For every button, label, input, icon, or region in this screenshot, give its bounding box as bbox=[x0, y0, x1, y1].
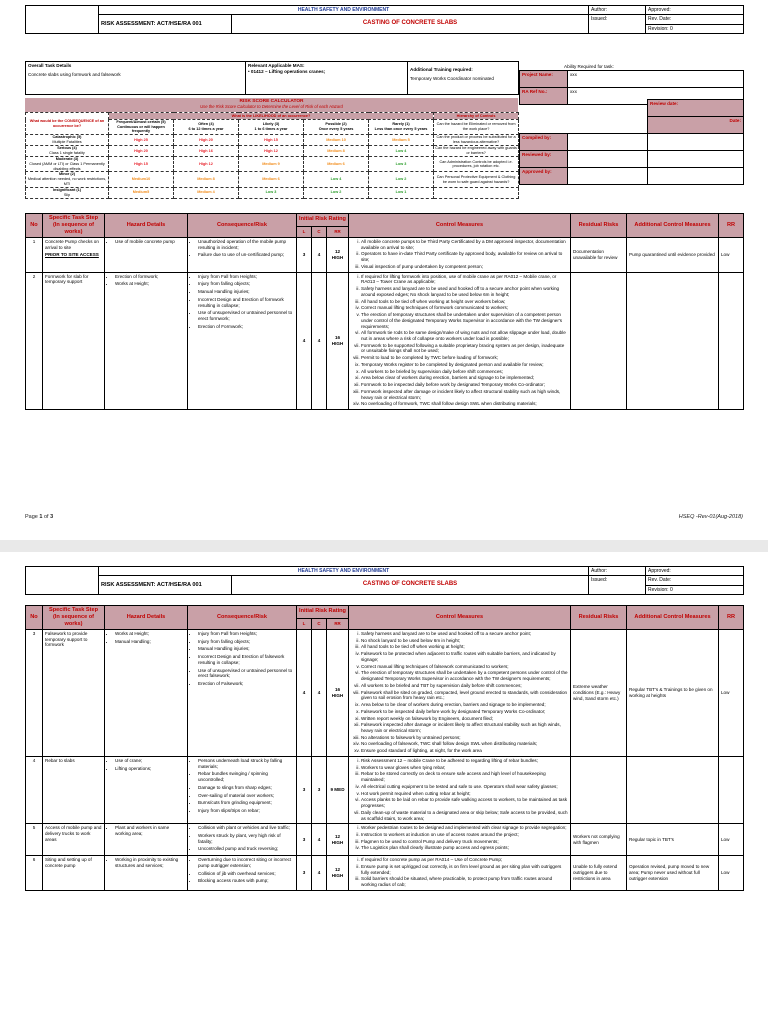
control-measures bbox=[349, 237, 571, 272]
overall-task-label: Overall Task Details bbox=[28, 63, 72, 68]
calculator-row bbox=[26, 157, 519, 172]
col-additional: Additional Control Measures bbox=[627, 606, 719, 630]
control-item: ii. Operators to have in-date Third Party certificate by approved body, available for review on arrival to site; bbox=[361, 251, 568, 262]
control-item: vi. All formwork tie rods to be same design/make of wing nuts and not allow slippage under load, double nut in areas where a risk of collapse onto workers under load is possible; bbox=[361, 330, 568, 341]
risk-score-cell: Medium 6 bbox=[304, 157, 369, 172]
overall-task-value: Concrete slabs using formwork and falsework bbox=[28, 71, 121, 77]
risk-score-cell: High 20 bbox=[109, 146, 174, 157]
hierarchy-item: Can the product or process be substituted for a less hazardous alternative? bbox=[434, 135, 519, 146]
rev-date-label: Rev. Date: bbox=[646, 576, 744, 585]
consequence-item: • Injury from Fall from Heights; bbox=[198, 631, 294, 637]
row-number: 3 bbox=[26, 629, 43, 756]
risk-score-cell: High 16 bbox=[174, 146, 239, 157]
row-number: 4 bbox=[26, 756, 43, 823]
risk-score-cell: Medium 10 bbox=[304, 135, 369, 146]
risk-score-cell: Low 3 bbox=[239, 187, 304, 198]
department-title: HEALTH SAFETY AND ENVIRONMENT bbox=[99, 6, 589, 15]
risk-row bbox=[26, 756, 744, 823]
risk-table-page-1 bbox=[25, 213, 744, 410]
control-item: ii. Instruction to workers at induction on use of access routes around the project; bbox=[361, 832, 568, 838]
consequence-list bbox=[188, 629, 297, 756]
likelihood-prompt: What is the LIKELIHOOD of an occurrence? bbox=[109, 113, 434, 120]
risk-score-cell: High 12 bbox=[239, 146, 304, 157]
consequence-item: • Injury from slips/trips on rebar; bbox=[198, 808, 294, 814]
hazard-details bbox=[105, 272, 188, 409]
row-number: 2 bbox=[26, 272, 43, 409]
control-item: iii. Visual inspection of pump undertaken by competent person; bbox=[361, 264, 568, 270]
risk-rating: 12 HIGH bbox=[327, 856, 349, 891]
ability-label: Ability Required for task: bbox=[564, 64, 614, 69]
page-gap bbox=[0, 540, 768, 552]
overview-table bbox=[25, 61, 519, 95]
compiled-label: Compiled by: bbox=[520, 134, 568, 151]
risk-score-cell: Medium 8 bbox=[174, 172, 239, 187]
document-header bbox=[25, 5, 744, 34]
hazard-item: • Plant and workers in same working area; bbox=[115, 825, 185, 836]
consequence-item: • Incorrect Design and Erection of falsework resulting in collapse; bbox=[198, 654, 294, 665]
consequence-item: • Burns/cuts from grinding equipment; bbox=[198, 800, 294, 806]
hierarchy-item: Can the hazard be Eliminated or removed from the work place? bbox=[434, 120, 519, 135]
consequence-score: 4 bbox=[312, 629, 327, 756]
row-number: 1 bbox=[26, 237, 43, 272]
calculator-subtitle: Use the Risk Score Calculator to Determine the Level of Risk of each Hazard bbox=[200, 104, 343, 109]
likelihood-3: Likely (3) 1 to 6 times a year bbox=[239, 120, 304, 135]
consequence-list bbox=[188, 756, 297, 823]
control-item: xiii. No alterations to falsework by untrained persons; bbox=[361, 735, 568, 741]
consequence-item: • Over-sailing of material over workers; bbox=[198, 793, 294, 799]
control-item: xi. Area below clear of workers during erection, barriers and signage to be implemented; bbox=[361, 375, 568, 381]
consequence-item: • Injury from falling objects; bbox=[198, 281, 294, 287]
col-initial-rating: Initial Risk Rating bbox=[297, 606, 349, 619]
additional-controls bbox=[627, 756, 719, 823]
consequence-level: Insignificant (1) Slip bbox=[26, 187, 109, 198]
likelihood-5: Frequent/Almost certain (5) Continuous or will happen frequently bbox=[109, 120, 174, 135]
risk-table-page-2 bbox=[25, 605, 744, 891]
risk-score-cell: Low 2 bbox=[369, 172, 434, 187]
page-number: Page 1 of 3 bbox=[25, 514, 54, 520]
control-item: ii. Ensure pump is set up/rigged out correctly, is on firm level ground as per siting plan with outriggers fully extended; bbox=[361, 864, 568, 875]
risk-score-cell: Medium10 bbox=[109, 172, 174, 187]
risk-score-cell: Low 4 bbox=[304, 172, 369, 187]
control-item: iii. Solid barriers should be situated, where practicable, to protect pump from traffic routes around working radius of cab; bbox=[361, 876, 568, 887]
residual-rating bbox=[719, 756, 744, 823]
calculator-row bbox=[26, 146, 519, 157]
hierarchy-item: Can Personal Protective Equipment & Clothing be worn to safe guard against hazards? bbox=[434, 172, 519, 187]
control-item: vii. Formwork to be supported following a suitable proprietary bracing system as per design, inadequate or unsuitable fixings shall not be used; bbox=[361, 343, 568, 354]
risk-row bbox=[26, 272, 744, 409]
mas-label: Relevant Applicable MAS: bbox=[248, 63, 305, 68]
control-item: v. Hot work permit required when cutting rebar at height; bbox=[361, 791, 568, 797]
risk-score-cell: Low 4 bbox=[369, 146, 434, 157]
residual-risk: Workers not complying with flagmen bbox=[571, 824, 627, 856]
consequence-level: Minor (2) Medical attention needed, no work restrictions, MTI bbox=[26, 172, 109, 187]
control-item: xiv. No overloading of falsework, TWC shall follow design SWL when distributing materials; bbox=[361, 741, 568, 747]
issued-label: Issued: bbox=[589, 15, 646, 34]
control-item: i. Safety harness and lanyard are to be used and hooked off to a secure anchor point; bbox=[361, 631, 568, 637]
residual-rating: Low bbox=[719, 856, 744, 891]
consequence-list bbox=[188, 272, 297, 409]
additional-controls bbox=[627, 272, 719, 409]
project-name-label: Project Name: bbox=[520, 71, 568, 88]
risk-score-cell: Medium 5 bbox=[369, 135, 434, 146]
hazard-item: • Erection of formwork; bbox=[115, 274, 185, 280]
col-rr2: RR bbox=[719, 214, 744, 238]
consequence-item: • Incorrect Design and Erection of formwork resulting in collapse; bbox=[198, 297, 294, 308]
approved-by-label: Approved by: bbox=[520, 168, 568, 185]
control-item: ii. Safety harness and lanyard are to be used and hooked off to a secure anchor point when working around exposed edges; No shock lanyard to be used below 6m in height; bbox=[361, 286, 568, 297]
control-item: xiii. Formwork inspected after damage or incident likely to affect structural stability such as high winds, heavy rain or electrical storm; bbox=[361, 389, 568, 400]
task-step: Falsework to provide temporary support to formwork bbox=[43, 629, 105, 756]
control-item: viii. Permit to load to be completed by TWC before loading of formwork; bbox=[361, 355, 568, 361]
department-title: HEALTH SAFETY AND ENVIRONMENT bbox=[99, 567, 589, 576]
col-no: No bbox=[26, 606, 43, 630]
risk-score-cell: High 15 bbox=[239, 135, 304, 146]
hazard-item: • Use of mobile concrete pump bbox=[115, 239, 185, 245]
additional-controls: Pump quarantined until evidence provided bbox=[627, 237, 719, 272]
consequence-list bbox=[188, 856, 297, 891]
consequence-level: Catastrophic (5) Multiple Fatalities bbox=[26, 135, 109, 146]
control-item: xii. Falsework inspected after damage or incident likely to affect structural stability such as high winds, heavy rain or electrical storm; bbox=[361, 722, 568, 733]
document-header-2 bbox=[25, 566, 744, 595]
likelihood-4: Often (4) 6 to 12 times a year bbox=[174, 120, 239, 135]
consequence-item: • Uncontrolled pump and truck reversing; bbox=[198, 846, 294, 852]
likelihood-score: 3 bbox=[297, 237, 312, 272]
residual-rating: Low bbox=[719, 629, 744, 756]
ra-number: RISK ASSESSMENT: ACT/HSE/RA 001 bbox=[99, 576, 232, 595]
row-number: 5 bbox=[26, 824, 43, 856]
hazard-item: • Working in proximity to existing structures and services; bbox=[115, 857, 185, 868]
likelihood-2: Possible (2) Once every 5 years bbox=[304, 120, 369, 135]
col-controls: Control Measures bbox=[349, 606, 571, 630]
form-reference: HSEQ -Rev-01(Aug-2018) bbox=[678, 514, 743, 520]
control-item: iv. Correct manual lifting techniques of formwork communicated to workers; bbox=[361, 305, 568, 311]
consequence-item: • Damage to slings from sharp edges; bbox=[198, 785, 294, 791]
consequence-item: • Overturning due to incorrect siting or incorrect pump outrigger extension; bbox=[198, 857, 294, 868]
consequence-item: • Rebar bundles swinging / spinning uncontrolled; bbox=[198, 771, 294, 782]
col-rr2: RR bbox=[719, 606, 744, 630]
consequence-item: • Workers struck by plant, very high risk of fatality; bbox=[198, 833, 294, 844]
residual-rating: Low bbox=[719, 824, 744, 856]
risk-score-cell: Medium 4 bbox=[174, 187, 239, 198]
consequence-item: • Unauthorized operation of the mobile pump resulting in incident; bbox=[198, 239, 294, 250]
consequence-item: • Use of unsupervised or untrained personnel to erect falsework; bbox=[198, 668, 294, 679]
risk-score-cell: Low 2 bbox=[304, 187, 369, 198]
consequence-item: • Use of unsupervised or untrained personnel to erect formwork; bbox=[198, 310, 294, 321]
consequence-item: • Manual Handling injuries; bbox=[198, 646, 294, 652]
logo-cell bbox=[26, 6, 99, 34]
risk-score-cell: High 12 bbox=[174, 157, 239, 172]
col-consequence: Consequence/Risk bbox=[188, 606, 297, 630]
training-value: Temporary Works Coordinator nominated bbox=[410, 75, 494, 81]
consequence-score: 4 bbox=[312, 824, 327, 856]
hazard-details bbox=[105, 856, 188, 891]
consequence-item: • Injury from falling objects; bbox=[198, 639, 294, 645]
consequence-score: 4 bbox=[312, 272, 327, 409]
task-step: Concrete Pump checks on arrival to site PRIOR TO SITE ACCESS bbox=[43, 237, 105, 272]
control-item: i. Worker pedestrian routes to be designed and implemented with clear signage to provide segregation; bbox=[361, 825, 568, 831]
col-c: C bbox=[312, 618, 327, 629]
additional-controls: Operation revised, pump moved to new area; Pump never used without full outrigger extension bbox=[627, 856, 719, 891]
mas-value: • 01412 – Lifting operations cranes; bbox=[248, 68, 326, 74]
control-item: ix. Temporary Works register to be completed by designated person and available for review; bbox=[361, 362, 568, 368]
likelihood-score: 4 bbox=[297, 629, 312, 756]
control-item: xiv. No overloading of formwork, TWC shall follow design SWL when distributing materials; bbox=[361, 401, 568, 407]
risk-score-cell: High 15 bbox=[109, 157, 174, 172]
control-item: v. The erection of temporary structures shall be undertaken under supervision of a competent person under control of the designated Temporary Works Supervisor in accordance with the TW designer's requirements; bbox=[361, 312, 568, 329]
hazard-item: • Manual Handling; bbox=[115, 639, 185, 645]
control-measures bbox=[349, 629, 571, 756]
ra-ref-value: xxx bbox=[568, 88, 744, 105]
consequence-item: • Failure due to use of un-certificated pump; bbox=[198, 252, 294, 258]
col-rr: RR bbox=[327, 226, 349, 237]
consequence-item: • Collision of jib with overhead services; bbox=[198, 871, 294, 877]
risk-row bbox=[26, 629, 744, 756]
consequence-score: 4 bbox=[312, 856, 327, 891]
revision-label: Revision: 0 bbox=[646, 24, 744, 33]
approved-label: Approved: bbox=[646, 567, 744, 576]
control-item: vii. All workers to be briefed and TBT by supervision daily before shift commences; bbox=[361, 683, 568, 689]
consequence-level: Moderate (3) Closed (AMM or LTI) or Class 1 Permanently disabling effects bbox=[26, 157, 109, 172]
col-consequence: Consequence/Risk bbox=[188, 214, 297, 238]
hazard-details bbox=[105, 629, 188, 756]
control-item: iii. Flagmen to be used to control Pump and delivery truck movements; bbox=[361, 839, 568, 845]
control-item: v. Correct manual lifting techniques of falsework communicated to workers; bbox=[361, 664, 568, 670]
col-l: L bbox=[297, 618, 312, 629]
residual-risk: Extreme weather conditions (E.g.: Heavy wind, Sand storm etc.) bbox=[571, 629, 627, 756]
control-measures bbox=[349, 824, 571, 856]
revision-label: Revision: 0 bbox=[646, 585, 744, 594]
review-date-label: Review date: bbox=[648, 100, 744, 117]
task-step: Formwork for slab for temporary support bbox=[43, 272, 105, 409]
consequence-item: • Persons underneath load struck by falling materials; bbox=[198, 758, 294, 769]
document-title: CASTING OF CONCRETE SLABS bbox=[232, 15, 589, 34]
document-page-2 bbox=[0, 552, 768, 1024]
hazard-details bbox=[105, 756, 188, 823]
consequence-item: • Injury from Fall from Heights; bbox=[198, 274, 294, 280]
consequence-list bbox=[188, 237, 297, 272]
col-additional: Additional Control Measures bbox=[627, 214, 719, 238]
risk-rating: 16 HIGH bbox=[327, 272, 349, 409]
risk-score-cell: Medium 8 bbox=[304, 146, 369, 157]
residual-risk bbox=[571, 756, 627, 823]
consequence-score: 3 bbox=[312, 756, 327, 823]
author-label: Author: bbox=[589, 567, 646, 576]
task-step: Access of mobile pump and delivery trucks to work areas bbox=[43, 824, 105, 856]
control-item: xii. Formwork to be inspected daily before work by designated Temporary Works Co-ordinator; bbox=[361, 382, 568, 388]
control-item: i. If required for lifting formwork into position, use of mobile crane as per RA012 – Mobile crane, or RA013 – Tower Crane as applicable; bbox=[361, 274, 568, 285]
col-initial-rating: Initial Risk Rating bbox=[297, 214, 349, 227]
control-item: xi. Written report weekly on falsework by Engineers, document filed; bbox=[361, 716, 568, 722]
residual-rating: Low bbox=[719, 237, 744, 272]
hierarchy-title: Hierarchy of Controls bbox=[434, 113, 519, 120]
control-item: viii. Falsework shall be sited on graded, compacted, level ground erected to standards, with consideration given to soil erosion from heavy rain etc.; bbox=[361, 690, 568, 701]
control-item: vi. The erection of temporary structures shall be undertaken by a competent persons under control of the designated Temporary Works Supervisor in accordance with the TW designer's requirements; bbox=[361, 670, 568, 681]
consequence-item: • Erection of Falsework; bbox=[198, 681, 294, 687]
risk-score-cell: High 25 bbox=[109, 135, 174, 146]
risk-score-cell: Low 3 bbox=[369, 157, 434, 172]
calculator-row bbox=[26, 172, 519, 187]
hierarchy-spacer bbox=[434, 187, 519, 198]
col-hazard: Hazard Details bbox=[105, 606, 188, 630]
reviewed-label: Reviewed by: bbox=[520, 151, 568, 168]
residual-risk: Unable to fully extend outriggers due to restrictions in area bbox=[571, 856, 627, 891]
likelihood-score: 3 bbox=[297, 824, 312, 856]
logo-cell bbox=[26, 567, 99, 595]
consequence-item: • Manual Handling injuries; bbox=[198, 289, 294, 295]
additional-controls: Regular topic in TBT's bbox=[627, 824, 719, 856]
control-item: x. Falsework to be inspected daily before work by designated Temporary Works Co-ordinator; bbox=[361, 709, 568, 715]
residual-rating bbox=[719, 272, 744, 409]
training-label: Additional Training required: bbox=[410, 67, 473, 72]
control-measures bbox=[349, 856, 571, 891]
approved-label: Approved: bbox=[646, 6, 744, 15]
control-item: i. Risk Assessment 12 – mobile Crane to be adhered to regarding lifting of rebar bundles; bbox=[361, 758, 568, 764]
control-item: i. If required for concrete pump as per RA014 – Use of Concrete Pump; bbox=[361, 857, 568, 863]
residual-risk: Documentation unavailable for review bbox=[571, 237, 627, 272]
risk-row bbox=[26, 237, 744, 272]
risk-row bbox=[26, 856, 744, 891]
risk-score-cell: Medium 9 bbox=[239, 157, 304, 172]
hazard-item: • Works at Height; bbox=[115, 631, 185, 637]
task-note: PRIOR TO SITE ACCESS bbox=[45, 252, 99, 258]
control-item: ii. Workers to wear gloves when tying rebar; bbox=[361, 765, 568, 771]
col-controls: Control Measures bbox=[349, 214, 571, 238]
likelihood-score: 4 bbox=[297, 272, 312, 409]
likelihood-score: 3 bbox=[297, 756, 312, 823]
calculator-row bbox=[26, 135, 519, 146]
consequence-item: • Blocking access routes with pump; bbox=[198, 878, 294, 884]
consequence-prompt: What would be the CONSEQUENCE of an occurrence be? bbox=[26, 113, 109, 135]
risk-row bbox=[26, 824, 744, 856]
calculator-title: RISK SCORE CALCULATOR bbox=[239, 99, 304, 104]
risk-score-cell: High 20 bbox=[174, 135, 239, 146]
hazard-item: • Lifting operations; bbox=[115, 766, 185, 772]
control-item: iv. All electrical cutting equipment to be tested and safe to use. Operators shall wear safety glasses; bbox=[361, 784, 568, 790]
col-c: C bbox=[312, 226, 327, 237]
risk-rating: 12 HIGH bbox=[327, 824, 349, 856]
col-task: Specific Task Step (In sequence of works) bbox=[43, 214, 105, 238]
likelihood-score: 3 bbox=[297, 856, 312, 891]
hierarchy-item: Can the hazard be engineered away with guards or barriers? bbox=[435, 146, 517, 156]
consequence-item: • Erection of Formwork; bbox=[198, 324, 294, 330]
ra-number: RISK ASSESSMENT: ACT/HSE/RA 001 bbox=[99, 15, 232, 34]
col-task: Specific Task Step (In sequence of works) bbox=[43, 606, 105, 630]
control-item: iv. The Logistics plan shall clearly illustrate pump access and egress points; bbox=[361, 845, 568, 851]
col-hazard: Hazard Details bbox=[105, 214, 188, 238]
hierarchy-item: Can Administration Controls be adopted i.e. procedures, job rotation etc. bbox=[434, 157, 519, 172]
control-item: iii. Rebar to be stored correctly on deck to ensure safe access and high level of housekeeping maintained; bbox=[361, 771, 568, 782]
date-label: Date: bbox=[648, 117, 744, 134]
col-rr: RR bbox=[327, 618, 349, 629]
control-measures bbox=[349, 272, 571, 409]
task-step: Rebar to slabs bbox=[43, 756, 105, 823]
additional-controls: Regular TBT's & Trainings to be given on working at heights bbox=[627, 629, 719, 756]
risk-score-cell: Medium5 bbox=[109, 187, 174, 198]
hazard-item: • Use of crane; bbox=[115, 758, 185, 764]
col-no: No bbox=[26, 214, 43, 238]
control-item: i. All mobile concrete pumps to be Third Party Certificated by a DM approved inspector, documentation available on arrival to site; bbox=[361, 239, 568, 250]
hazard-item: • Works at Height; bbox=[115, 281, 185, 287]
risk-score-cell: Medium 6 bbox=[239, 172, 304, 187]
likelihood-1: Rarely (1) Less than once every 5 years bbox=[369, 120, 434, 135]
consequence-list bbox=[188, 824, 297, 856]
risk-score-cell: Low 1 bbox=[369, 187, 434, 198]
risk-rating: 12 HIGH bbox=[327, 237, 349, 272]
task-step: Siting and setting up of concrete pump bbox=[43, 856, 105, 891]
risk-score-calculator bbox=[25, 112, 519, 199]
risk-rating: 16 HIGH bbox=[327, 629, 349, 756]
control-item: iii. All hand tools to be tied off when working at height over workers below; bbox=[361, 299, 568, 305]
col-residual: Residual Risks bbox=[571, 606, 627, 630]
author-label: Author: bbox=[589, 6, 646, 15]
control-item: iv. Falsework to be protected when adjacent to traffic routes with suitable barriers, and indicated by signage; bbox=[361, 651, 568, 662]
control-item: vii. Daily clean-up of waste material to a designated area or skip below; Safe access to be provided, such as scaffold stairs, to work area; bbox=[361, 810, 568, 821]
consequence-item: • Collision with plant or vehicles and live traffic; bbox=[198, 825, 294, 831]
rev-date-label: Rev. Date: bbox=[646, 15, 744, 24]
hazard-details bbox=[105, 237, 188, 272]
risk-rating: 9 MED bbox=[327, 756, 349, 823]
control-item: vi. Access planks to be laid on rebar to provide safe walking access to workers, to be maintained as task progresses; bbox=[361, 797, 568, 808]
calculator-row bbox=[26, 187, 519, 198]
control-item: ix. Area below to be clear of workers during erection, barriers and signage to be implemented; bbox=[361, 702, 568, 708]
document-title: CASTING OF CONCRETE SLABS bbox=[232, 576, 589, 595]
control-measures bbox=[349, 756, 571, 823]
hazard-details bbox=[105, 824, 188, 856]
control-item: xv. Ensure good standard of lighting, at night, for the work area bbox=[361, 748, 568, 754]
consequence-score: 4 bbox=[312, 237, 327, 272]
control-item: ii. No shock lanyard to be used below 6m in height; bbox=[361, 638, 568, 644]
col-l: L bbox=[297, 226, 312, 237]
control-item: iii. All hand tools to be tied off when working at height; bbox=[361, 644, 568, 650]
calculator-banner bbox=[25, 98, 518, 112]
consequence-level: Serious (4) Class 1 single fatality bbox=[26, 146, 109, 157]
residual-risk bbox=[571, 272, 627, 409]
control-item: x. All workers to be briefed by supervision daily before shift commences; bbox=[361, 369, 568, 375]
project-name-value: xxx bbox=[568, 71, 744, 88]
col-residual: Residual Risks bbox=[571, 214, 627, 238]
issued-label: Issued: bbox=[589, 576, 646, 595]
approval-table bbox=[519, 99, 744, 185]
ra-ref-label: RA Ref No.: bbox=[520, 88, 568, 105]
row-number: 6 bbox=[26, 856, 43, 891]
